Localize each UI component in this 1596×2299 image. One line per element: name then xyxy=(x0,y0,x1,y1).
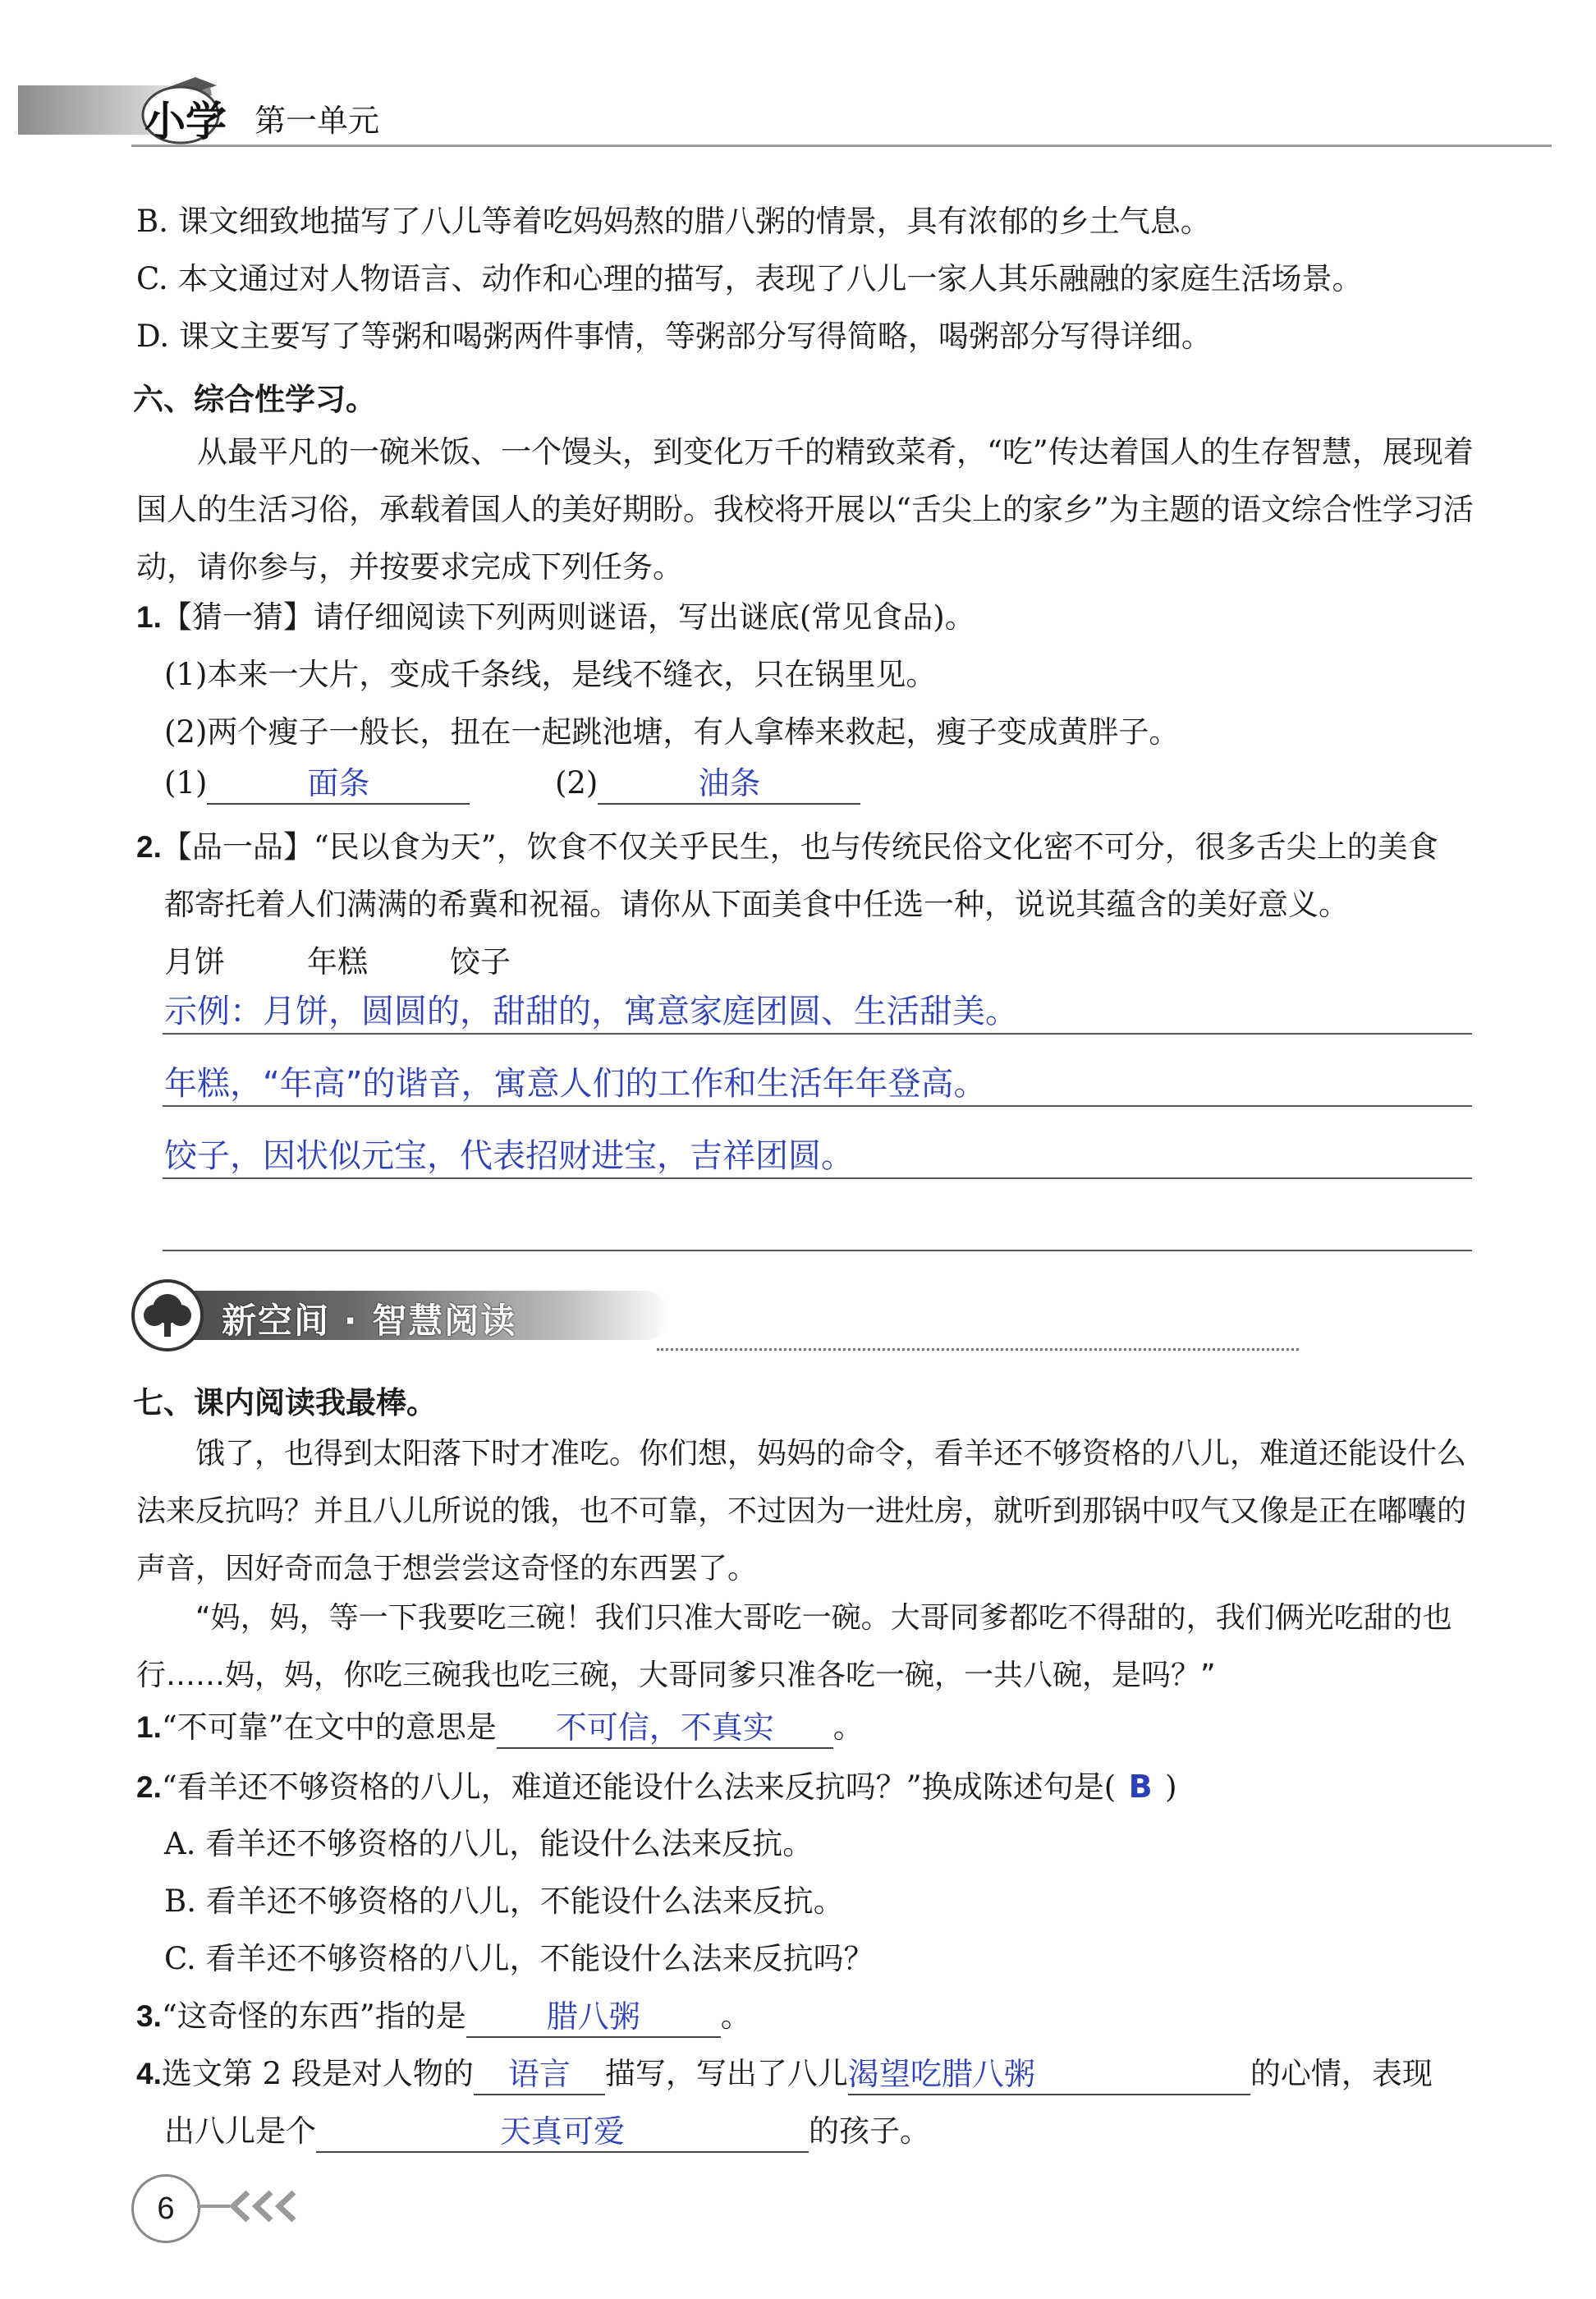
s7-q1-answer[interactable]: 不可信，不真实 xyxy=(497,1708,833,1749)
s7-q4-text-3: 的心情，表现 xyxy=(1250,2056,1433,2091)
passage-paragraph-2: “妈，妈，等一下我要吃三碗！我们只准大哥吃一碗。大哥同爹都吃不得甜的，我们俩光吃甜的也行……妈，妈，你吃三碗我也吃三碗，大哥同爹只准各吃一碗，一共八碗，是吗？” xyxy=(136,1601,1452,1692)
page-number-badge xyxy=(131,2174,200,2243)
food-answer-3[interactable]: 饺子，因状似元宝，代表招财进宝，吉祥团圆。 xyxy=(164,1137,854,1175)
s7-q1-number: 1. xyxy=(136,1710,162,1744)
s6-q2-text-1: 【品一品】“民以食为天”，饮食不仅关乎民生，也与传统民俗文化密不可分，很多舌尖上的美食 xyxy=(161,829,1438,865)
footer-arrow-icon xyxy=(197,2187,328,2228)
s7-q3-number: 3. xyxy=(136,1999,162,2033)
food-list xyxy=(164,941,511,984)
option-b: B. 课文细致地描写了八儿等着吃妈妈熬的腊八粥的情景，具有浓郁的乡土气息。 xyxy=(136,204,1211,239)
s6-q1-number: 1. xyxy=(136,600,162,634)
riddle-answers xyxy=(164,762,860,805)
answer-rule-4[interactable] xyxy=(163,1250,1472,1251)
s7-q2-close: ) xyxy=(1165,1769,1177,1805)
option-d: D. 课文主要写了等粥和喝粥两件事情，等粥部分写得简略，喝粥部分写得详细。 xyxy=(136,319,1212,354)
answer-rule-1 xyxy=(163,1033,1472,1035)
page-number: 6 xyxy=(157,2191,175,2226)
s7-q1-period: 。 xyxy=(832,1709,864,1745)
s7-q4-answer-1[interactable]: 语言 xyxy=(474,2054,605,2095)
s7-q4-text-1: 选文第 2 段是对人物的 xyxy=(161,2056,474,2091)
section-6-title: 六、综合性学习。 xyxy=(133,382,376,417)
s7-q2-option-a: A. 看羊还不够资格的八儿，能设什么法来反抗。 xyxy=(164,1826,814,1861)
s7-q4-line1 xyxy=(136,2053,1433,2095)
riddle-2: (2)两个瘦子一般长，扭在一起跳池塘，有人拿棒来救起，瘦子变成黄胖子。 xyxy=(164,714,1180,750)
food-mooncake: 月饼 xyxy=(164,944,225,980)
riddle-answer-1[interactable]: 面条 xyxy=(207,764,470,805)
option-c: C. 本文通过对人物语言、动作和心理的描写，表现了八儿一家人其乐融融的家庭生活场景。 xyxy=(136,261,1363,296)
s7-q1 xyxy=(136,1706,864,1749)
unit-title: 第一单元 xyxy=(255,103,380,139)
food-answer-1[interactable]: 示例：月饼，圆圆的，甜甜的，寓意家庭团圆、生活甜美。 xyxy=(164,993,1018,1030)
s7-q2-answer[interactable]: B xyxy=(1128,1769,1153,1805)
s7-q4-answer-3[interactable]: 天真可爱 xyxy=(316,2112,809,2153)
s7-q2 xyxy=(136,1765,1177,1809)
riddle-answer-1-label: (1) xyxy=(164,765,208,801)
answer-rule-2 xyxy=(163,1105,1472,1107)
riddle-answer-2-label: (2) xyxy=(554,765,598,801)
s7-q4-answer-2[interactable]: 渴望吃腊八粥 xyxy=(848,2054,1250,2095)
s7-q4-text-2: 描写，写出了八儿 xyxy=(604,2056,848,2091)
passage-paragraph-1: 饿了，也得到太阳落下时才准吃。你们想，妈妈的命令，看羊还不够资格的八儿，难道还能设什么法来反抗吗？并且八儿所说的饿，也不可靠，不过因为一进灶房，就听到那锅中叹气又像是正在嘟囔的声音，因好奇而急于想尝尝这奇怪的东西罢了。 xyxy=(136,1437,1467,1585)
s6-q2-line2: 都寄托着人们满满的希冀和祝福。请你从下面美食中任选一种，说说其蕴含的美好意义。 xyxy=(164,887,1349,922)
s7-q2-text: “看羊还不够资格的八儿，难道还能设什么法来反抗吗？”换成陈述句是( xyxy=(161,1769,1117,1805)
s6-q1 xyxy=(136,596,975,639)
banner-dotted-rule xyxy=(657,1348,1299,1351)
s7-q4-number: 4. xyxy=(136,2057,162,2090)
s7-q3-answer[interactable]: 腊八粥 xyxy=(466,1997,721,2038)
header-logo-text: 小学 xyxy=(144,98,227,145)
answer-rule-3 xyxy=(163,1177,1472,1179)
s6-q1-text: 【猜一猜】请仔细阅读下列两则谜语，写出谜底(常见食品)。 xyxy=(161,599,975,635)
section-7-title: 七、课内阅读我最棒。 xyxy=(133,1385,437,1420)
food-answer-2[interactable]: 年糕，“年高”的谐音，寓意人们的工作和生活年年登高。 xyxy=(164,1065,987,1103)
banner-title: 新空间 · 智慧阅读 xyxy=(222,1301,517,1341)
s6-q2-line1 xyxy=(136,826,1438,869)
s7-q3-period: 。 xyxy=(720,1998,751,2034)
s7-q1-text: “不可靠”在文中的意思是 xyxy=(161,1709,497,1745)
s7-q4-line2 xyxy=(164,2110,930,2153)
s6-q2-number: 2. xyxy=(136,830,162,864)
s7-q3 xyxy=(136,1995,751,2038)
section-6-intro: 从最平凡的一碗米饭、一个馒头，到变化万千的精致菜肴，“吃”传达着国人的生存智慧，展现着国人的生活习俗，承载着国人的美好期盼。我校将开展以“舌尖上的家乡”为主题的语文综合性学习活动，请你参与，并按要求完成下列任务。 xyxy=(136,434,1474,585)
s7-q2-number: 2. xyxy=(136,1770,162,1804)
food-niangao: 年糕 xyxy=(307,944,368,980)
s7-q4-text-4: 出八儿是个 xyxy=(164,2113,316,2149)
s7-q4-text-5: 的孩子。 xyxy=(809,2113,930,2149)
tree-icon xyxy=(130,1278,205,1353)
header-rule xyxy=(131,145,1552,147)
riddle-1: (1)本来一大片，变成千条线，是线不缝衣，只在锅里见。 xyxy=(164,657,937,692)
food-dumpling: 饺子 xyxy=(450,944,511,980)
riddle-answer-2[interactable]: 油条 xyxy=(598,764,860,805)
s7-q2-option-c: C. 看羊还不够资格的八儿，不能设什么法来反抗吗？ xyxy=(164,1941,874,1976)
s7-q3-text: “这奇怪的东西”指的是 xyxy=(161,1998,466,2034)
s7-q2-option-b: B. 看羊还不够资格的八儿，不能设什么法来反抗。 xyxy=(164,1884,844,1919)
